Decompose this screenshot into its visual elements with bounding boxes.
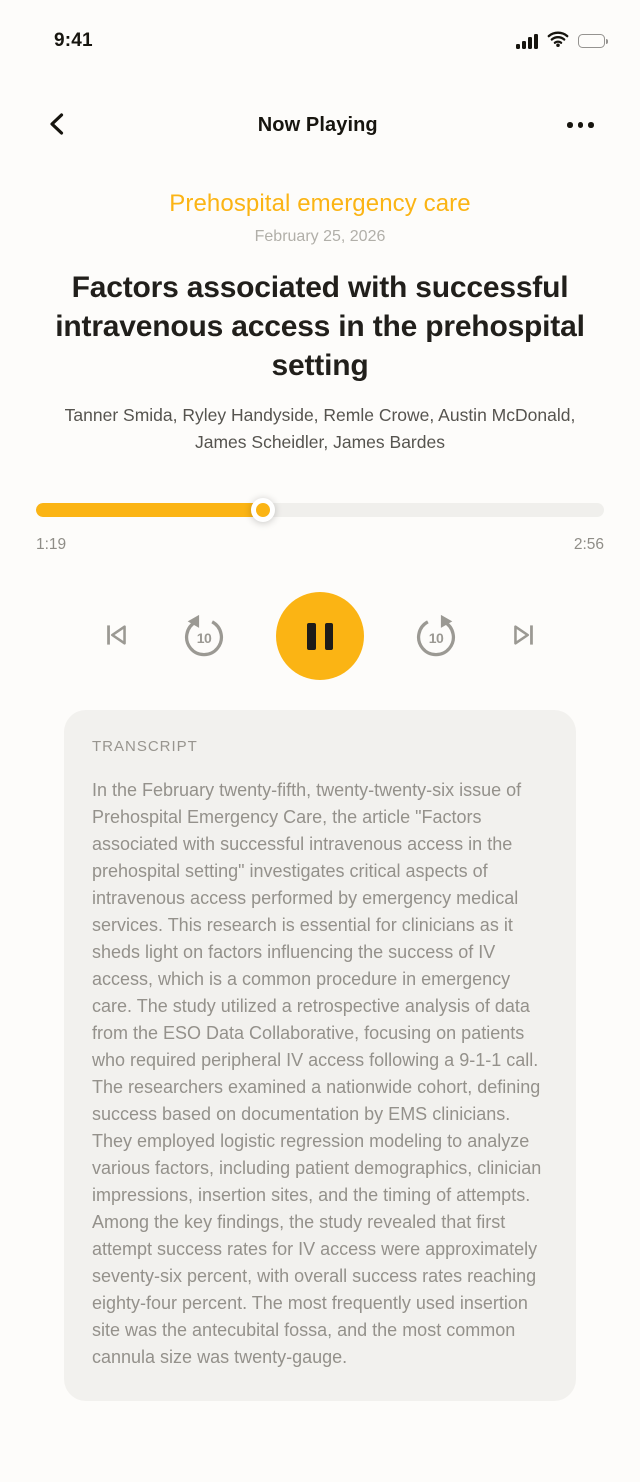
- podcast-title[interactable]: Prehospital emergency care: [169, 190, 471, 217]
- pause-icon: [307, 623, 333, 650]
- chevron-left-icon: [46, 111, 68, 140]
- episode-title: Factors associated with successful intravenous access in the prehospital setting: [55, 271, 585, 382]
- player: [0, 503, 640, 680]
- next-track-icon: [508, 619, 540, 654]
- transcript-body: In the February twenty-fifth, twenty-twenty-six issue of Prehospital Emergency Care, the article "Factors associated with successful intravenous access in the prehospital setting" investigates critical aspects of intravenous access performed by emergency medical services. This research is essential for clinicians as it sheds light on factors influencing the success of IV access, which is a common procedure in emergency care. The study utilized a retrospective analysis of data from the ESO Data Collaborative, focusing on patients who required peripheral IV access following a 9-1-1 call. The researchers examined a nationwide cohort, defining success based on documentation by EMS clinicians. They employed logistic regression modeling to analyze various factors, including patient demographics, clinician impressions, insertion sites, and the timing of attempts. Among the key findings, the study revealed that first attempt success rates for IV access were approximately seventy-six percent, with overall success rates reaching eighty-four percent. The most frequently used insertion site was the antecubital fossa, and the most common cannula size was twenty-gauge.: [92, 780, 542, 1367]
- battery-icon: [578, 34, 608, 48]
- player-controls: [0, 592, 640, 680]
- back-button[interactable]: [42, 107, 72, 144]
- previous-track-icon: [100, 619, 132, 654]
- forward-10-label: 10: [428, 630, 444, 647]
- episode-authors: Tanner Smida, Ryley Handyside, Remle Crowe, Austin McDonald, James Scheidler, James Bardes: [64, 405, 576, 452]
- rewind-10-button[interactable]: [179, 610, 229, 663]
- previous-track-button[interactable]: [100, 619, 132, 654]
- status-icons: [516, 31, 608, 52]
- progress-track[interactable]: [36, 503, 604, 517]
- status-time: 9:41: [54, 30, 93, 51]
- elapsed-time: 1:19: [36, 536, 67, 553]
- progress-fill: [36, 503, 263, 517]
- nav-bar: [0, 102, 640, 148]
- rewind-10-label: 10: [196, 630, 212, 647]
- status-bar: [0, 0, 640, 52]
- cellular-signal-icon: [516, 34, 538, 49]
- next-track-button[interactable]: [508, 619, 540, 654]
- episode-header: [0, 190, 640, 456]
- ellipsis-icon: [567, 122, 594, 128]
- total-time: 2:56: [573, 536, 604, 553]
- time-labels: [36, 536, 604, 554]
- pause-button[interactable]: [276, 592, 364, 680]
- transcript-card: [64, 710, 576, 1401]
- more-options-button[interactable]: [563, 118, 598, 132]
- forward-10-button[interactable]: [411, 610, 461, 663]
- screen-title: Now Playing: [257, 113, 378, 136]
- progress-slider[interactable]: [36, 503, 604, 517]
- progress-thumb[interactable]: [251, 498, 275, 522]
- transcript-heading: TRANSCRIPT: [92, 738, 198, 755]
- episode-date: February 25, 2026: [254, 228, 386, 245]
- wifi-icon: [547, 31, 569, 52]
